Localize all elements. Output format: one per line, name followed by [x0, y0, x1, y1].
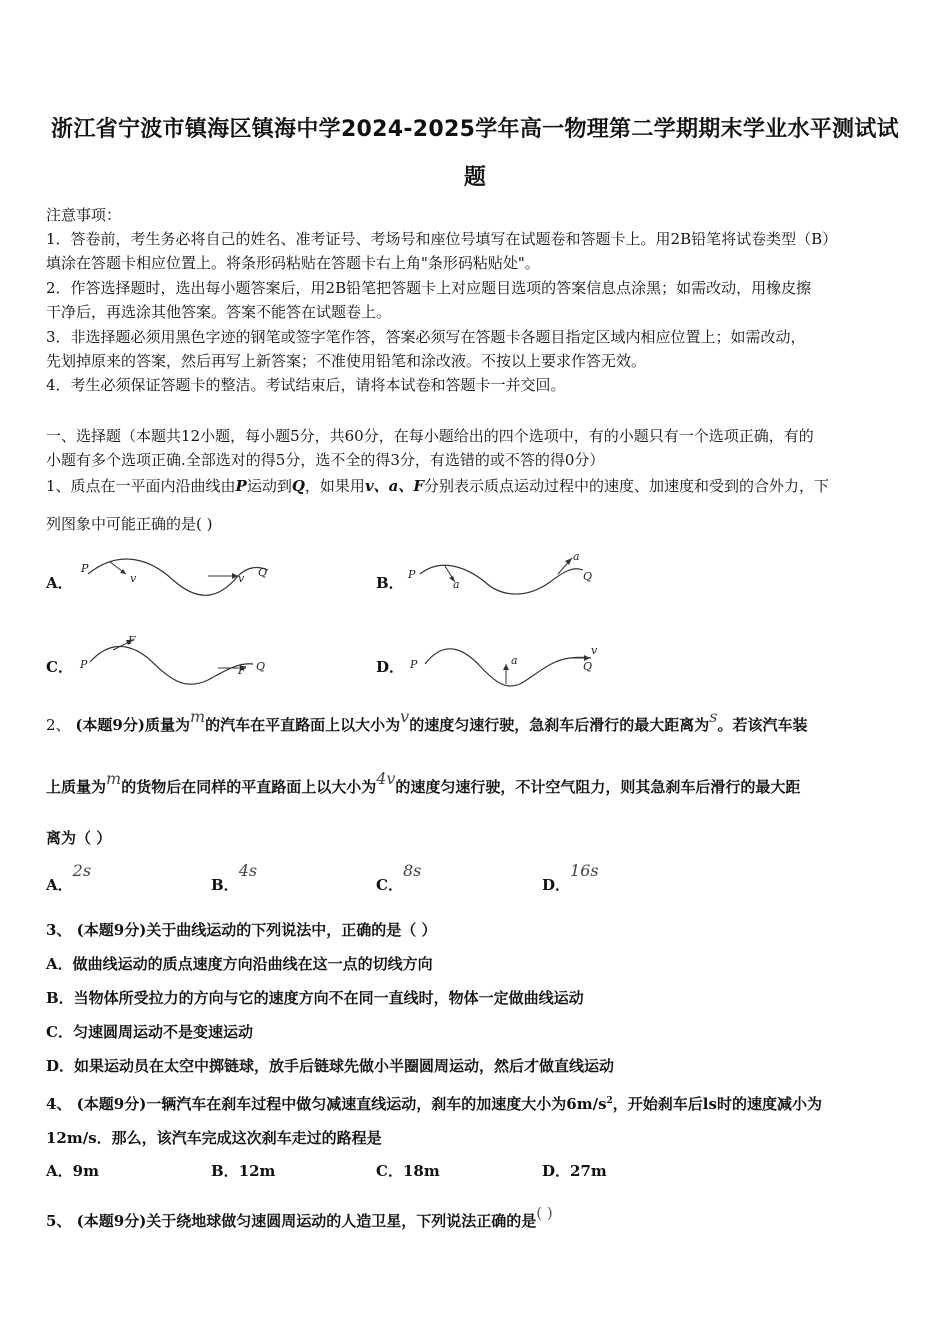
q2-option-d: D．16s — [542, 861, 599, 894]
q1-stem-continued: 列图象中可能正确的是( ) — [46, 515, 213, 533]
q4-stem-continued: 12m/s．那么，该汽车完成这次刹车走过的路程是 — [46, 1129, 382, 1147]
q3-stem: 3、 (本题9分)关于曲线运动的下列说法中，正确的是（ ） — [46, 921, 437, 939]
q1-d-vec2-label: v — [591, 644, 598, 657]
q1-option-c-diagram — [78, 632, 278, 692]
q1-option-a-diagram — [78, 552, 278, 602]
q3-option-b: B．当物体所受拉力的方向与它的速度方向不在同一直线时，物体一定做曲线运动 — [46, 989, 584, 1007]
q1-option-d-diagram — [405, 640, 605, 690]
q4-option-d: D．27m — [542, 1162, 607, 1180]
q1-c-end-label: Q — [256, 660, 266, 673]
notice-line: 4．考生必须保证答题卡的整洁。考试结束后，请将本试卷和答题卡一并交回。 — [46, 376, 566, 394]
notice-line: 先划掉原来的答案，然后再写上新答案；不准使用铅笔和涂改液。不按以上要求作答无效。 — [46, 352, 647, 370]
notice-line: 2．作答选择题时，选出每小题答案后，用2B铅笔把答题卡上对应题目选项的答案信息点涂黑；如需改动，用橡皮擦 — [46, 279, 812, 297]
page-title-continued: 题 — [463, 165, 487, 190]
q4-option-c: C．18m — [376, 1162, 440, 1180]
q2-option-a: A．2s — [46, 861, 92, 894]
notice-line: 填涂在答题卡相应位置上。将条形码粘贴在答题卡右上角"条形码粘贴处"。 — [46, 254, 540, 272]
q1-c-vec1-label: F — [128, 634, 136, 647]
section-instructions: 一、选择题（本题共12小题，每小题5分，共60分，在每小题给出的四个选项中，有的小题只有一个选项正确，有的 — [46, 427, 814, 445]
q1-option-b-diagram — [405, 548, 605, 603]
q4-stem: 4、 (本题9分)一辆汽车在刹车过程中做匀减速直线运动，刹车的加速度大小为$6m/s^2$，开始刹车后ls时的速度减小为 — [46, 1095, 822, 1113]
notice-line: 干净后，再选涂其他答案。答案不能答在试题卷上。 — [46, 303, 392, 321]
q2-stem-continued: 上质量为m的货物后在同样的平直路面上以大小为4v的速度匀速行驶，不计空气阻力，则其急刹车后滑行的最大距 — [46, 769, 801, 796]
q3-option-a: A．做曲线运动的质点速度方向沿曲线在这一点的切线方向 — [46, 955, 433, 973]
q1-stem: 1、质点在一平面内沿曲线由P运动到Q，如果用v、a、F分别表示质点运动过程中的速度、加速度和受到的合外力，下 — [46, 477, 830, 495]
q1-d-end-label: Q — [583, 660, 593, 673]
q1-option-d-label: D． — [376, 658, 405, 676]
q5-answer-paren: ( ) — [536, 1204, 553, 1222]
notice-line: 3．非选择题必须用黑色字迹的钢笔或签字笔作答，答案必须写在答题卡各题目指定区域内相应位置上；如需改动， — [46, 328, 806, 346]
q4-option-b: B．12m — [211, 1162, 276, 1180]
page-title: 浙江省宁波市镇海区镇海中学2024-2025学年高一物理第二学期期末学业水平测试试 — [51, 117, 899, 142]
q4-option-a: A．9m — [46, 1162, 99, 1180]
q1-d-start-label: P — [410, 658, 418, 671]
q1-d-vec1-label: a — [511, 654, 518, 667]
q2-stem: 2、 (本题9分)质量为m的汽车在平直路面上以大小为v的速度匀速行驶，急刹车后滑行的最大距离为s。若该汽车装 — [46, 707, 808, 734]
q1-option-b-label: B． — [376, 574, 404, 592]
q1-option-c-label: C． — [46, 658, 73, 676]
q1-a-end-label: Q — [258, 566, 268, 579]
notice-heading: 注意事项： — [46, 206, 122, 224]
q1-option-a-label: A． — [46, 574, 73, 592]
notice-line: 1．答卷前，考生务必将自己的姓名、准考证号、考场号和座位号填写在试题卷和答题卡上。用2B铅笔将试卷类型（B） — [46, 230, 838, 248]
q3-option-d: D．如果运动员在太空中掷链球，放手后链球先做小半圈圆周运动，然后才做直线运动 — [46, 1057, 615, 1075]
q1-b-vec1-label: a — [453, 578, 460, 591]
q1-c-vec2-label: F — [238, 664, 246, 677]
q2-stem-end: 离为（ ） — [46, 829, 112, 847]
q1-a-vec1-label: v — [130, 572, 137, 585]
q1-c-start-label: P — [80, 658, 88, 671]
q1-b-end-label: Q — [583, 570, 593, 583]
section-instructions: 小题有多个选项正确.全部选对的得5分，选不全的得3分，有选错的或不答的得0分） — [46, 451, 605, 469]
q1-b-vec2-label: a — [573, 550, 580, 563]
q5-stem: 5、 (本题9分)关于绕地球做匀速圆周运动的人造卫星，下列说法正确的是( ) — [46, 1204, 553, 1230]
q1-b-start-label: P — [408, 568, 416, 581]
q1-a-vec2-label: v — [238, 572, 245, 585]
q3-option-c: C．匀速圆周运动不是变速运动 — [46, 1023, 253, 1041]
q2-option-b: B．4s — [211, 861, 258, 894]
q2-option-c: C．8s — [376, 861, 422, 894]
q1-a-start-label: P — [81, 562, 89, 575]
